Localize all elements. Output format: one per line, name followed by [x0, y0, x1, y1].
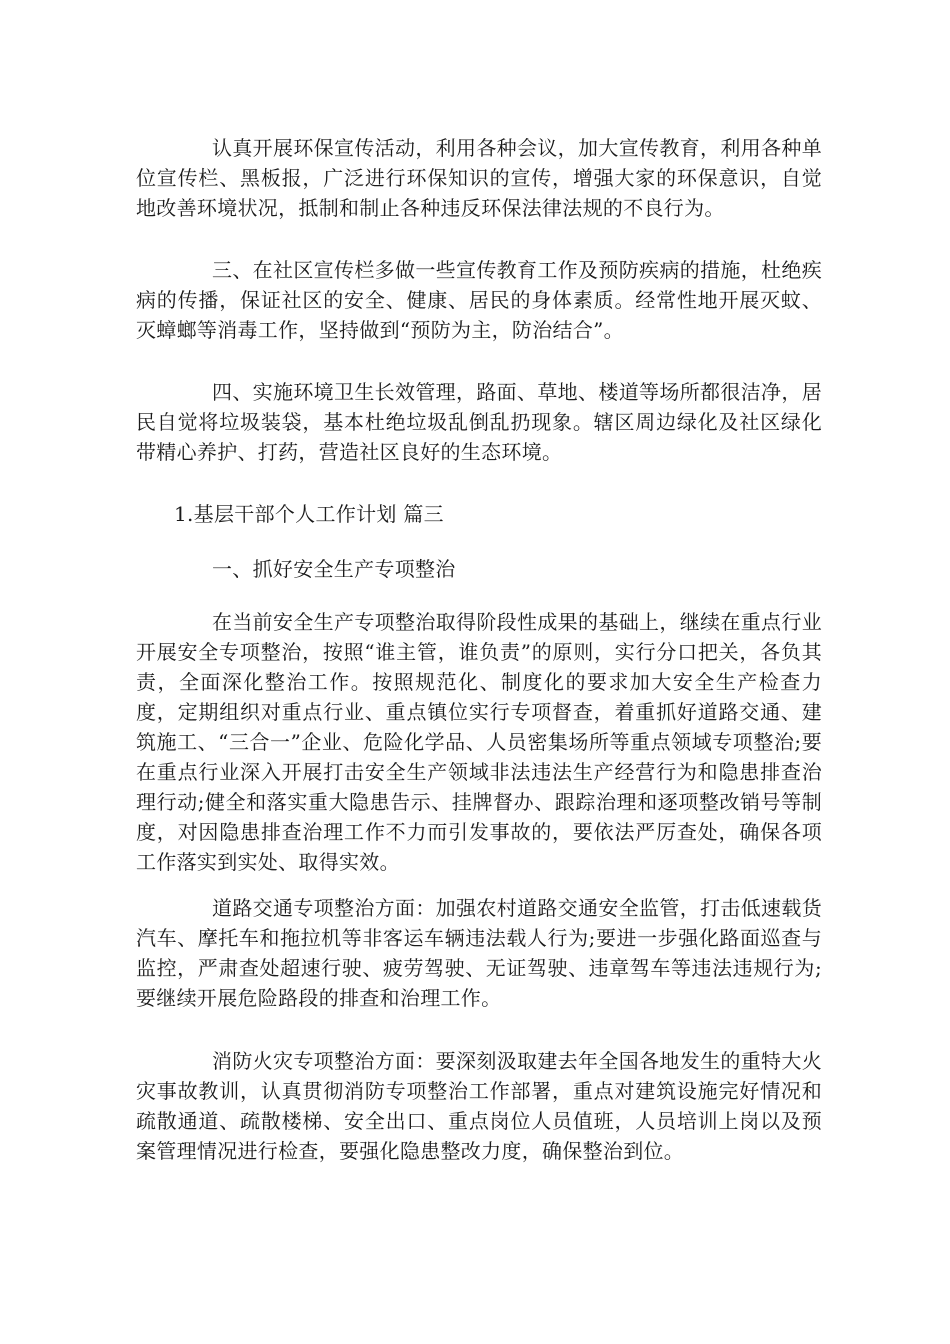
subheading-safety-rectification: 一、抓好安全生产专项整治: [212, 557, 456, 581]
paragraph-road-traffic: 道路交通专项整治方面：加强农村道路交通安全监管，打击低速载货汽车、摩托车和拖拉机等非客运车辆违法载人行为;要进一步强化路面巡查与监控，严肃查处超速行驶、疲劳驾驶、无证驾驶、违章驾车等违法违规行为;要继续开展危险路段的排查和治理工作。: [136, 896, 822, 1010]
paragraph-community-disease-prevention: 三、在社区宣传栏多做一些宣传教育工作及预防疾病的措施，杜绝疾病的传播，保证社区的安全、健康、居民的身体素质。经常性地开展灭蚊、灭蟑螂等消毒工作，坚持做到“预防为主，防治结合”。: [136, 258, 822, 342]
section-title: 1.基层干部个人工作计划 篇三: [174, 502, 444, 526]
paragraph-sanitation-management: 四、实施环境卫生长效管理，路面、草地、楼道等场所都很洁净，居民自觉将垃圾装袋，基本杜绝垃圾乱倒乱扔现象。辖区周边绿化及社区绿化带精心养护、打药，营造社区良好的生态环境。: [136, 380, 822, 464]
paragraph-environmental-publicity: 认真开展环保宣传活动，利用各种会议，加大宣传教育，利用各种单位宣传栏、黑板报，广泛进行环保知识的宣传，增强大家的环保意识，自觉地改善环境状况，抵制和制止各种违反环保法律法规的不良行为。: [136, 136, 822, 220]
paragraph-safety-rectification: 在当前安全生产专项整治取得阶段性成果的基础上，继续在重点行业开展安全专项整治，按照“谁主管，谁负责”的原则，实行分口把关，各负其责，全面深化整治工作。按照规范化、制度化的要求加大安全生产检查力度，定期组织对重点行业、重点镇位实行专项督查，着重抓好道路交通、建筑施工、“三合一”企业、危险化学品、人员密集场所等重点领域专项整治;要在重点行业深入开展打击安全生产领域非法违法生产经营行为和隐患排查治理行动;健全和落实重大隐患告示、挂牌督办、跟踪治理和逐项整改销号等制度，对因隐患排查治理工作不力而引发事故的，要依法严厉查处，确保各项工作落实到实处、取得实效。: [136, 610, 822, 874]
paragraph-fire-safety: 消防火灾专项整治方面：要深刻汲取建去年全国各地发生的重特大火灾事故教训，认真贯彻消防专项整治工作部署，重点对建筑设施完好情况和疏散通道、疏散楼梯、安全出口、重点岗位人员值班，人员培训上岗以及预案管理情况进行检查，要强化隐患整改力度，确保整治到位。: [136, 1049, 822, 1163]
